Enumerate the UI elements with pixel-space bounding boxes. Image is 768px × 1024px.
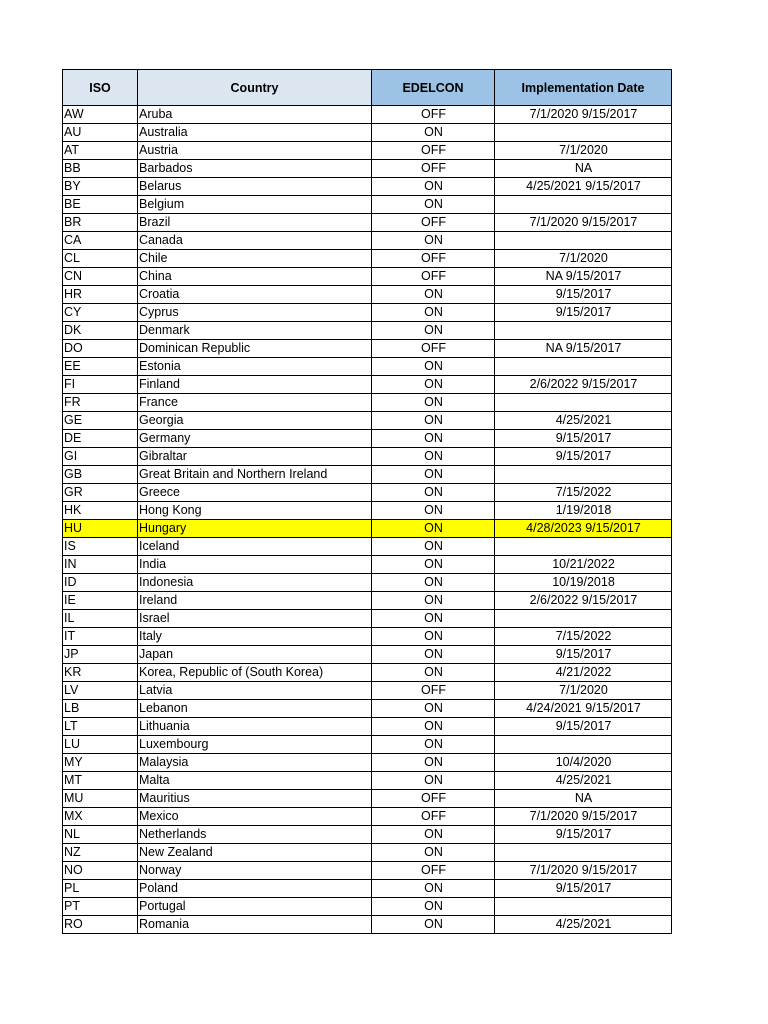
date-cell[interactable]: 7/1/2020 9/15/2017: [495, 106, 672, 124]
country-cell[interactable]: Aruba: [138, 106, 372, 124]
table-row: [63, 520, 672, 538]
header-edelcon[interactable]: EDELCON: [372, 70, 495, 106]
edelcon-cell[interactable]: ON: [372, 754, 495, 772]
date-cell[interactable]: 9/15/2017: [495, 304, 672, 322]
iso-cell[interactable]: HR: [63, 286, 138, 304]
iso-cell[interactable]: PL: [63, 880, 138, 898]
date-cell[interactable]: 7/1/2020: [495, 142, 672, 160]
country-cell[interactable]: Austria: [138, 142, 372, 160]
iso-cell[interactable]: AT: [63, 142, 138, 160]
header-country[interactable]: Country: [138, 70, 372, 106]
table-row: [63, 628, 672, 646]
iso-cell[interactable]: LV: [63, 682, 138, 700]
date-cell[interactable]: [495, 610, 672, 628]
iso-cell[interactable]: DO: [63, 340, 138, 358]
edelcon-cell[interactable]: ON: [372, 358, 495, 376]
header-row: [63, 70, 672, 106]
country-cell[interactable]: Australia: [138, 124, 372, 142]
date-cell[interactable]: 9/15/2017: [495, 880, 672, 898]
iso-cell[interactable]: LU: [63, 736, 138, 754]
iso-cell[interactable]: IN: [63, 556, 138, 574]
table-row: [63, 790, 672, 808]
table-row: [63, 322, 672, 340]
iso-cell[interactable]: NZ: [63, 844, 138, 862]
edelcon-cell[interactable]: ON: [372, 322, 495, 340]
edelcon-cell[interactable]: ON: [372, 484, 495, 502]
date-cell[interactable]: 9/15/2017: [495, 448, 672, 466]
header-implementation-date[interactable]: Implementation Date: [495, 70, 672, 106]
table-row: [63, 484, 672, 502]
table-row: [63, 232, 672, 250]
date-cell[interactable]: NA 9/15/2017: [495, 268, 672, 286]
table-row: [63, 826, 672, 844]
country-cell[interactable]: Dominican Republic: [138, 340, 372, 358]
country-cell[interactable]: Cyprus: [138, 304, 372, 322]
date-cell[interactable]: 4/25/2021: [495, 772, 672, 790]
edelcon-cell[interactable]: ON: [372, 700, 495, 718]
country-cell[interactable]: Germany: [138, 430, 372, 448]
table-row: [63, 394, 672, 412]
edelcon-cell[interactable]: ON: [372, 376, 495, 394]
date-cell[interactable]: 7/1/2020 9/15/2017: [495, 862, 672, 880]
date-cell[interactable]: 2/6/2022 9/15/2017: [495, 376, 672, 394]
header-iso[interactable]: ISO: [63, 70, 138, 106]
country-cell[interactable]: Italy: [138, 628, 372, 646]
country-cell[interactable]: Iceland: [138, 538, 372, 556]
table-row: [63, 106, 672, 124]
country-cell[interactable]: Latvia: [138, 682, 372, 700]
date-cell[interactable]: 7/1/2020: [495, 682, 672, 700]
country-cell[interactable]: Luxembourg: [138, 736, 372, 754]
country-cell[interactable]: Belarus: [138, 178, 372, 196]
iso-cell[interactable]: BE: [63, 196, 138, 214]
iso-cell[interactable]: IL: [63, 610, 138, 628]
country-cell[interactable]: Israel: [138, 610, 372, 628]
country-cell[interactable]: Croatia: [138, 286, 372, 304]
edelcon-cell[interactable]: OFF: [372, 268, 495, 286]
iso-cell[interactable]: CY: [63, 304, 138, 322]
country-cell[interactable]: Hong Kong: [138, 502, 372, 520]
country-cell[interactable]: Denmark: [138, 322, 372, 340]
date-cell[interactable]: NA: [495, 790, 672, 808]
edelcon-cell[interactable]: ON: [372, 394, 495, 412]
iso-cell[interactable]: KR: [63, 664, 138, 682]
country-cell[interactable]: Malta: [138, 772, 372, 790]
country-cell[interactable]: France: [138, 394, 372, 412]
table-header: [63, 70, 672, 106]
date-cell[interactable]: 7/15/2022: [495, 628, 672, 646]
country-cell[interactable]: Ireland: [138, 592, 372, 610]
date-cell[interactable]: 10/21/2022: [495, 556, 672, 574]
country-table: [62, 69, 672, 934]
table-row: [63, 772, 672, 790]
date-cell[interactable]: 9/15/2017: [495, 430, 672, 448]
iso-cell[interactable]: LT: [63, 718, 138, 736]
edelcon-cell[interactable]: ON: [372, 898, 495, 916]
iso-cell[interactable]: MT: [63, 772, 138, 790]
date-cell[interactable]: 9/15/2017: [495, 646, 672, 664]
iso-cell[interactable]: FI: [63, 376, 138, 394]
date-cell[interactable]: 7/1/2020: [495, 250, 672, 268]
country-cell[interactable]: Greece: [138, 484, 372, 502]
iso-cell[interactable]: IS: [63, 538, 138, 556]
table-row: [63, 916, 672, 934]
iso-cell[interactable]: EE: [63, 358, 138, 376]
iso-cell[interactable]: IT: [63, 628, 138, 646]
country-cell[interactable]: Netherlands: [138, 826, 372, 844]
edelcon-cell[interactable]: ON: [372, 718, 495, 736]
edelcon-cell[interactable]: ON: [372, 664, 495, 682]
edelcon-cell[interactable]: ON: [372, 430, 495, 448]
edelcon-cell[interactable]: ON: [372, 466, 495, 484]
table-row: [63, 664, 672, 682]
date-cell[interactable]: 9/15/2017: [495, 826, 672, 844]
date-cell[interactable]: [495, 196, 672, 214]
table-row: [63, 142, 672, 160]
date-cell[interactable]: 9/15/2017: [495, 286, 672, 304]
iso-cell[interactable]: GB: [63, 466, 138, 484]
table-row: [63, 196, 672, 214]
edelcon-cell[interactable]: ON: [372, 556, 495, 574]
table-row: [63, 376, 672, 394]
edelcon-cell[interactable]: ON: [372, 124, 495, 142]
table-row: [63, 448, 672, 466]
iso-cell[interactable]: AU: [63, 124, 138, 142]
iso-cell[interactable]: IE: [63, 592, 138, 610]
edelcon-cell[interactable]: OFF: [372, 142, 495, 160]
table-row: [63, 430, 672, 448]
country-cell[interactable]: Canada: [138, 232, 372, 250]
iso-cell[interactable]: DE: [63, 430, 138, 448]
iso-cell[interactable]: HK: [63, 502, 138, 520]
edelcon-cell[interactable]: ON: [372, 844, 495, 862]
iso-cell[interactable]: PT: [63, 898, 138, 916]
country-cell[interactable]: Malaysia: [138, 754, 372, 772]
iso-cell[interactable]: CL: [63, 250, 138, 268]
table-row: [63, 214, 672, 232]
table-row: [63, 160, 672, 178]
table-row: [63, 808, 672, 826]
date-cell[interactable]: 4/25/2021 9/15/2017: [495, 178, 672, 196]
edelcon-cell[interactable]: OFF: [372, 790, 495, 808]
date-cell[interactable]: NA 9/15/2017: [495, 340, 672, 358]
table-row: [63, 178, 672, 196]
table-row: [63, 844, 672, 862]
edelcon-cell[interactable]: ON: [372, 520, 495, 538]
iso-cell[interactable]: GI: [63, 448, 138, 466]
country-cell[interactable]: China: [138, 268, 372, 286]
iso-cell[interactable]: GE: [63, 412, 138, 430]
date-cell[interactable]: 7/1/2020 9/15/2017: [495, 808, 672, 826]
date-cell[interactable]: [495, 736, 672, 754]
edelcon-cell[interactable]: ON: [372, 826, 495, 844]
edelcon-cell[interactable]: OFF: [372, 214, 495, 232]
country-cell[interactable]: Chile: [138, 250, 372, 268]
table-row: [63, 556, 672, 574]
country-cell[interactable]: Great Britain and Northern Ireland: [138, 466, 372, 484]
edelcon-cell[interactable]: ON: [372, 538, 495, 556]
country-cell[interactable]: Finland: [138, 376, 372, 394]
country-cell[interactable]: Japan: [138, 646, 372, 664]
date-cell[interactable]: [495, 124, 672, 142]
iso-cell[interactable]: JP: [63, 646, 138, 664]
date-cell[interactable]: [495, 358, 672, 376]
country-cell[interactable]: Lithuania: [138, 718, 372, 736]
country-cell[interactable]: New Zealand: [138, 844, 372, 862]
iso-cell[interactable]: MU: [63, 790, 138, 808]
table-row: [63, 880, 672, 898]
table-row: [63, 736, 672, 754]
edelcon-cell[interactable]: OFF: [372, 808, 495, 826]
country-cell[interactable]: Brazil: [138, 214, 372, 232]
iso-cell[interactable]: NL: [63, 826, 138, 844]
country-cell[interactable]: Portugal: [138, 898, 372, 916]
iso-cell[interactable]: CA: [63, 232, 138, 250]
table-row: [63, 538, 672, 556]
country-cell[interactable]: Belgium: [138, 196, 372, 214]
date-cell[interactable]: 4/28/2023 9/15/2017: [495, 520, 672, 538]
table-row: [63, 592, 672, 610]
table-row: [63, 466, 672, 484]
country-cell[interactable]: Lebanon: [138, 700, 372, 718]
table-row: [63, 862, 672, 880]
edelcon-cell[interactable]: OFF: [372, 862, 495, 880]
date-cell[interactable]: 7/1/2020 9/15/2017: [495, 214, 672, 232]
date-cell[interactable]: [495, 466, 672, 484]
edelcon-cell[interactable]: ON: [372, 232, 495, 250]
edelcon-cell[interactable]: ON: [372, 574, 495, 592]
date-cell[interactable]: [495, 322, 672, 340]
table-row: [63, 574, 672, 592]
date-cell[interactable]: 4/21/2022: [495, 664, 672, 682]
iso-cell[interactable]: BR: [63, 214, 138, 232]
table-row: [63, 250, 672, 268]
country-cell[interactable]: Korea, Republic of (South Korea): [138, 664, 372, 682]
edelcon-cell[interactable]: OFF: [372, 682, 495, 700]
edelcon-cell[interactable]: OFF: [372, 160, 495, 178]
country-cell[interactable]: Georgia: [138, 412, 372, 430]
edelcon-cell[interactable]: ON: [372, 178, 495, 196]
iso-cell[interactable]: RO: [63, 916, 138, 934]
table-row: [63, 340, 672, 358]
date-cell[interactable]: [495, 232, 672, 250]
edelcon-cell[interactable]: OFF: [372, 340, 495, 358]
date-cell[interactable]: 4/25/2021: [495, 412, 672, 430]
date-cell[interactable]: [495, 538, 672, 556]
date-cell[interactable]: 4/24/2021 9/15/2017: [495, 700, 672, 718]
date-cell[interactable]: [495, 844, 672, 862]
edelcon-cell[interactable]: ON: [372, 502, 495, 520]
table-row: [63, 682, 672, 700]
edelcon-cell[interactable]: ON: [372, 610, 495, 628]
country-cell[interactable]: Poland: [138, 880, 372, 898]
table-row: [63, 124, 672, 142]
edelcon-cell[interactable]: ON: [372, 880, 495, 898]
date-cell[interactable]: 10/19/2018: [495, 574, 672, 592]
iso-cell[interactable]: FR: [63, 394, 138, 412]
date-cell[interactable]: 7/15/2022: [495, 484, 672, 502]
table-row: [63, 898, 672, 916]
table-row: [63, 304, 672, 322]
table-body: [63, 106, 672, 934]
table-row: [63, 412, 672, 430]
country-cell[interactable]: India: [138, 556, 372, 574]
date-cell[interactable]: NA: [495, 160, 672, 178]
date-cell[interactable]: 2/6/2022 9/15/2017: [495, 592, 672, 610]
edelcon-cell[interactable]: ON: [372, 412, 495, 430]
table-row: [63, 610, 672, 628]
country-cell[interactable]: Norway: [138, 862, 372, 880]
iso-cell[interactable]: NO: [63, 862, 138, 880]
edelcon-cell[interactable]: ON: [372, 772, 495, 790]
edelcon-cell[interactable]: ON: [372, 628, 495, 646]
table-row: [63, 358, 672, 376]
iso-cell[interactable]: ID: [63, 574, 138, 592]
country-cell[interactable]: Romania: [138, 916, 372, 934]
iso-cell[interactable]: CN: [63, 268, 138, 286]
iso-cell[interactable]: DK: [63, 322, 138, 340]
edelcon-cell[interactable]: ON: [372, 448, 495, 466]
edelcon-cell[interactable]: OFF: [372, 250, 495, 268]
iso-cell[interactable]: AW: [63, 106, 138, 124]
edelcon-cell[interactable]: ON: [372, 736, 495, 754]
country-cell[interactable]: Mauritius: [138, 790, 372, 808]
table-row: [63, 754, 672, 772]
country-cell[interactable]: Barbados: [138, 160, 372, 178]
country-cell[interactable]: Gibraltar: [138, 448, 372, 466]
table-row: [63, 718, 672, 736]
edelcon-cell[interactable]: ON: [372, 916, 495, 934]
country-cell[interactable]: Estonia: [138, 358, 372, 376]
country-cell[interactable]: Hungary: [138, 520, 372, 538]
iso-cell[interactable]: MY: [63, 754, 138, 772]
date-cell[interactable]: [495, 898, 672, 916]
iso-cell[interactable]: GR: [63, 484, 138, 502]
date-cell[interactable]: [495, 394, 672, 412]
iso-cell[interactable]: BY: [63, 178, 138, 196]
table-row: [63, 286, 672, 304]
iso-cell[interactable]: MX: [63, 808, 138, 826]
edelcon-cell[interactable]: ON: [372, 592, 495, 610]
spreadsheet: [62, 69, 671, 934]
date-cell[interactable]: 4/25/2021: [495, 916, 672, 934]
iso-cell[interactable]: BB: [63, 160, 138, 178]
edelcon-cell[interactable]: ON: [372, 304, 495, 322]
edelcon-cell[interactable]: ON: [372, 196, 495, 214]
iso-cell[interactable]: HU: [63, 520, 138, 538]
table-row: [63, 502, 672, 520]
edelcon-cell[interactable]: ON: [372, 646, 495, 664]
date-cell[interactable]: 1/19/2018: [495, 502, 672, 520]
table-row: [63, 646, 672, 664]
edelcon-cell[interactable]: OFF: [372, 106, 495, 124]
edelcon-cell[interactable]: ON: [372, 286, 495, 304]
country-cell[interactable]: Mexico: [138, 808, 372, 826]
date-cell[interactable]: 9/15/2017: [495, 718, 672, 736]
iso-cell[interactable]: LB: [63, 700, 138, 718]
table-row: [63, 268, 672, 286]
country-cell[interactable]: Indonesia: [138, 574, 372, 592]
table-row: [63, 700, 672, 718]
date-cell[interactable]: 10/4/2020: [495, 754, 672, 772]
